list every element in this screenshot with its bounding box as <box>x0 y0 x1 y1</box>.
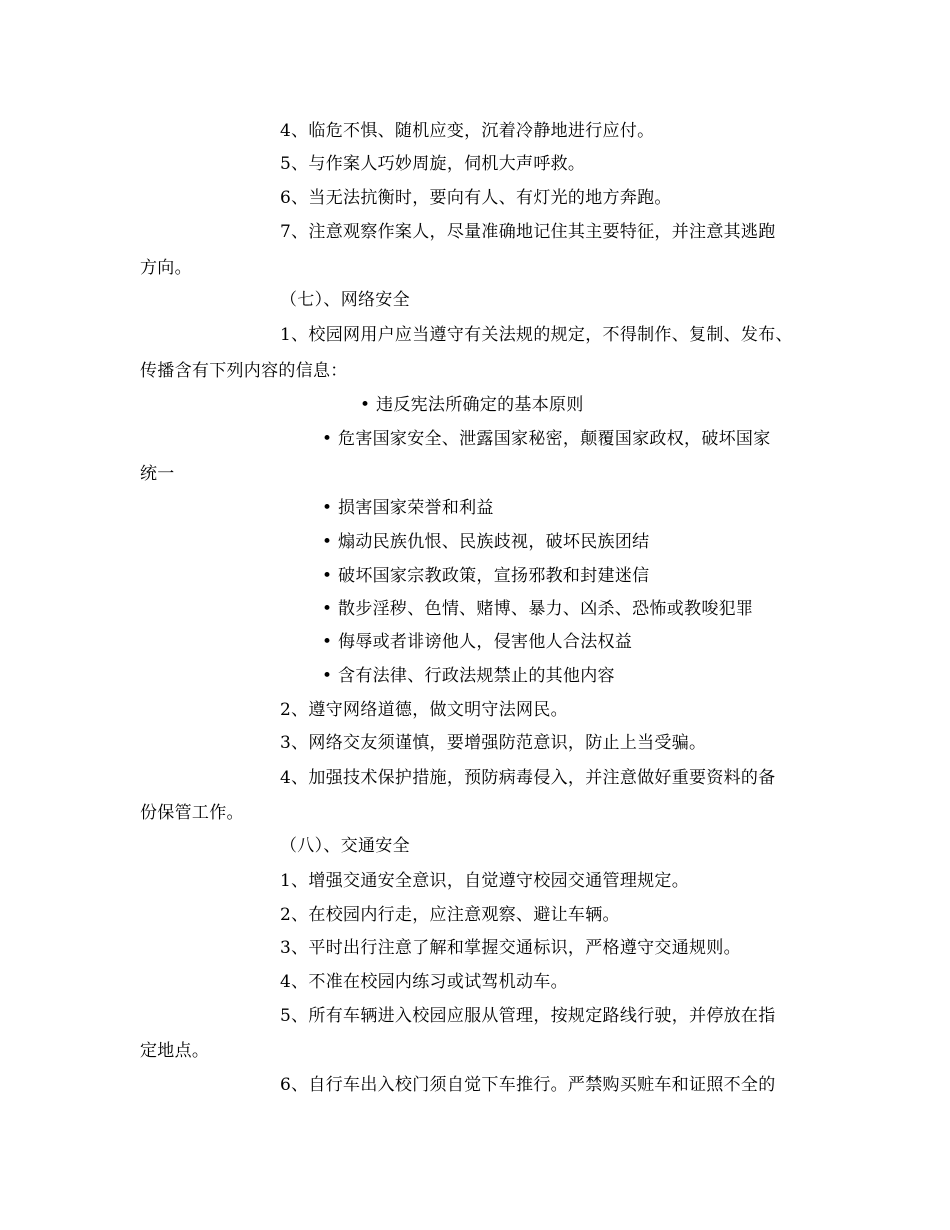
paragraph-line: 2、在校园内行走，应注意观察、避让车辆。 <box>280 905 620 925</box>
paragraph-line: 2、遵守网络道德，做文明守法网民。 <box>280 700 568 720</box>
paragraph-line: 3、平时出行注意了解和掌握交通标识，严格遵守交通规则。 <box>280 938 741 958</box>
bullet-item: • 含有法律、行政法规禁止的其他内容 <box>322 666 615 686</box>
paragraph-line: 1、校园网用户应当遵守有关法规的规定，不得制作、复制、发布、 <box>280 325 793 345</box>
paragraph-line: 7、注意观察作案人，尽量准确地记住其主要特征，并注意其逃跑 <box>280 222 776 242</box>
bullet-item: • 破坏国家宗教政策，宣扬邪教和封建迷信 <box>322 566 650 586</box>
paragraph-line: 3、网络交友须谨慎，要增强防范意识，防止上当受骗。 <box>280 733 707 753</box>
paragraph-line: 传播含有下列内容的信息： <box>140 361 348 381</box>
paragraph-line: 6、自行车出入校门须自觉下车推行。严禁购买赃车和证照不全的 <box>280 1075 776 1095</box>
paragraph-line: 1、增强交通安全意识，自觉遵守校园交通管理规定。 <box>280 871 690 891</box>
paragraph-line: 4、加强技术保护措施，预防病毒侵入，并注意做好重要资料的备 <box>280 768 776 788</box>
bullet-item: • 损害国家荣誉和利益 <box>322 498 494 518</box>
section-heading: （八）、交通安全 <box>280 836 410 856</box>
bullet-item: • 侮辱或者诽谤他人，侵害他人合法权益 <box>322 632 633 652</box>
paragraph-line: 定地点。 <box>140 1041 210 1061</box>
paragraph-line: 方向。 <box>140 258 192 278</box>
bullet-item: • 危害国家安全、泄露国家秘密，颠覆国家政权，破坏国家 <box>322 429 771 449</box>
bullet-item: • 煽动民族仇恨、民族歧视，破坏民族团结 <box>322 532 650 552</box>
bullet-item: • 散步淫秽、色情、赌博、暴力、凶杀、恐怖或教唆犯罪 <box>322 599 754 619</box>
section-heading: （七）、网络安全 <box>280 290 410 310</box>
bullet-item: • 违反宪法所确定的基本原则 <box>360 395 584 415</box>
paragraph-line: 5、与作案人巧妙周旋，伺机大声呼救。 <box>280 154 586 174</box>
paragraph-line: 4、不准在校园内练习或试驾机动车。 <box>280 972 568 992</box>
paragraph-line: 4、临危不惧、随机应变，沉着冷静地进行应付。 <box>280 121 655 141</box>
paragraph-line: 统一 <box>140 464 175 484</box>
paragraph-line: 5、所有车辆进入校园应服从管理，按规定路线行驶，并停放在指 <box>280 1006 776 1026</box>
paragraph-line: 6、当无法抗衡时，要向有人、有灯光的地方奔跑。 <box>280 188 672 208</box>
paragraph-line: 份保管工作。 <box>140 803 244 823</box>
